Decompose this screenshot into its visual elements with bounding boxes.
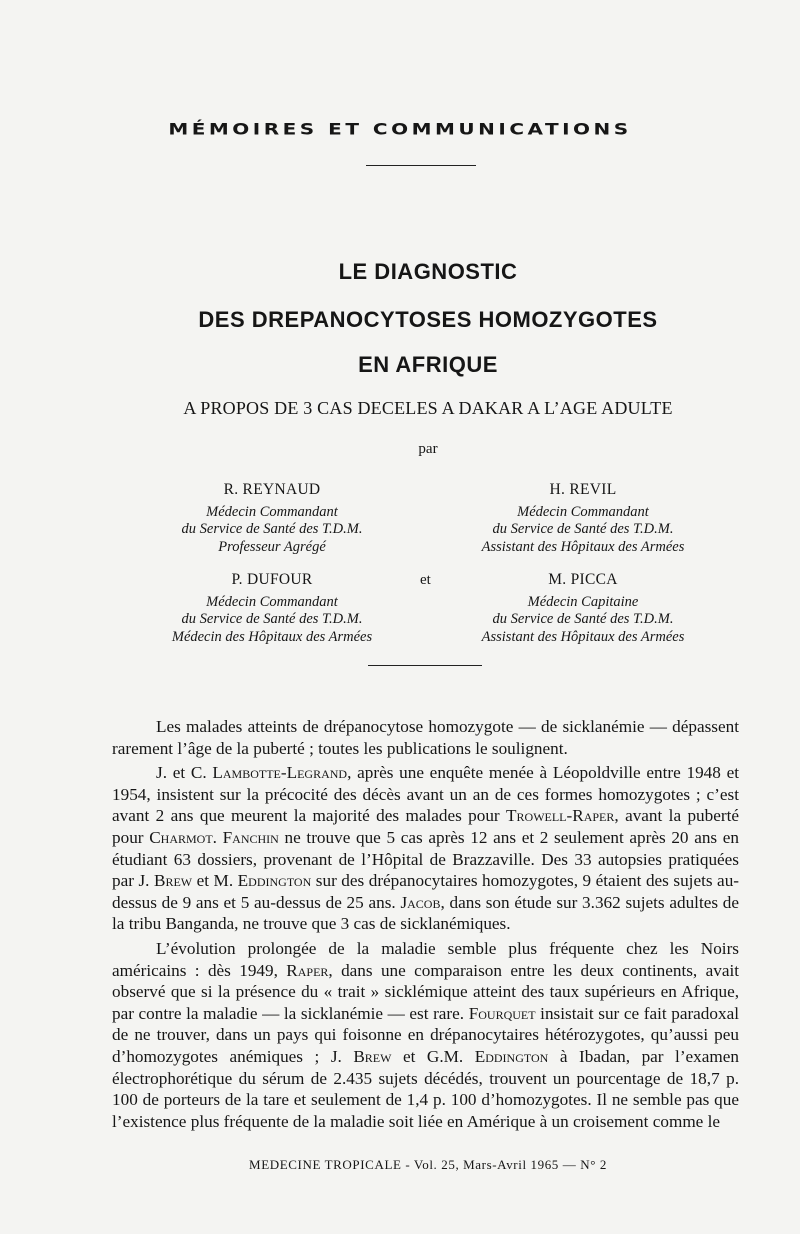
- author-citation: Brew: [353, 1046, 392, 1066]
- author-role: du Service de Santé des T.D.M.: [181, 611, 363, 627]
- author-role: Médecin Commandant: [517, 503, 649, 520]
- text-run: L’évolution prolongée de la maladie semble plus fréquente chez les Noirs américains : dès 1949,: [112, 938, 739, 980]
- author-role: Médecin Commandant: [206, 503, 338, 520]
- author-role: Assistant des Hôpitaux des Armées: [481, 538, 685, 555]
- text-run: sur des drépanocytaires homozygotes, 9 étaient des sujets au-dessus de 9 ans et 5 au-dessus de 25 ans.: [112, 871, 740, 912]
- author-citation: Jacob: [400, 892, 441, 912]
- et-label: et: [420, 572, 431, 588]
- author-name: M. PICCA: [548, 571, 618, 588]
- author-citation: Brew: [153, 871, 193, 891]
- title-line-3: EN AFRIQUE: [358, 352, 498, 377]
- header-divider: [366, 165, 476, 166]
- text-run: à Ibadan, par l’examen électrophorétique du sérum de 2.435 sujets décédés, trouvent un pourcentage de 18,7 p. 100 de porteurs de la tare et seulement de 1,4 p. 100 d’homozygotes. Il ne semble pas que l’existence plus fréquente de la maladie soit liée en Amérique à un croisement comme le: [112, 1046, 739, 1131]
- author-role: du Service de Santé des T.D.M.: [492, 611, 674, 627]
- text-run: et M.: [192, 871, 238, 891]
- text-run: J. et C.: [156, 763, 213, 783]
- subtitle: A PROPOS DE 3 CAS DECELES A DAKAR A L’AGE ADULTE: [183, 398, 673, 418]
- author-role: du Service de Santé des T.D.M.: [181, 521, 363, 537]
- title-line-1: LE DIAGNOSTIC: [338, 259, 518, 284]
- text-run: , dans une comparaison entre les deux continents, avait observé que si la présence du « trait » sicklémique atteint des taux supérieurs en Afrique, par contre la maladie — la sicklanémie — est rare.: [112, 960, 739, 1023]
- author-block: [433, 481, 733, 556]
- author-citation: Charmot: [149, 827, 213, 847]
- text-run: , dans son étude sur 3.362 sujets adultes de la tribu Banganda, ne trouve que 3 cas de sicklanémiques.: [112, 892, 739, 934]
- author-name: P. DUFOUR: [231, 571, 313, 588]
- text-run: insistait sur ce fait paradoxal de ne trouver, dans un pays qui foisonne en drépanocytaires hétérozygotes, qu’aussi peu d’homozygotes anémiques ; J.: [112, 1003, 739, 1066]
- section-header: MÉMOIRES ET COMMUNICATIONS: [168, 119, 632, 139]
- author-block: [122, 481, 422, 556]
- text-run: , avant la puberté pour: [112, 806, 739, 847]
- section-divider: [368, 665, 482, 666]
- author-name: H. REVIL: [549, 481, 617, 498]
- text-run: .: [212, 827, 223, 847]
- author-role: Médecin Commandant: [206, 593, 338, 610]
- text-run: et G.M.: [391, 1046, 475, 1066]
- author-role: Médecin Capitaine: [527, 593, 639, 610]
- author-name: R. REYNAUD: [223, 481, 321, 498]
- paragraph-2: [112, 762, 739, 935]
- author-citation: Raper: [286, 960, 329, 980]
- author-role: Assistant des Hôpitaux des Armées: [481, 628, 685, 645]
- text-run: ne trouve que 5 cas après 12 ans et 2 seulement après 20 ans en étudiant 63 dossiers, provenant de l’Hôpital de Brazzaville. Des 33 autopsies pratiquées par J.: [112, 827, 739, 891]
- author-block: [122, 571, 422, 646]
- author-citation: Fanchin: [222, 827, 279, 847]
- title-line-2: DES DREPANOCYTOSES HOMOZYGOTES: [198, 307, 658, 332]
- author-citation: Trowell-Raper: [506, 806, 615, 826]
- article-body: [112, 716, 739, 1135]
- author-block: [433, 571, 733, 646]
- author-citation: Eddington: [474, 1046, 549, 1066]
- author-citation: Lambotte-Legrand: [212, 763, 348, 783]
- paragraph-3: [112, 938, 739, 1132]
- text-run: , après une enquête menée à Léopoldville entre 1948 et 1954, insistent sur la précocité des décès avant un an de ces formes homozygotes ; c’est avant 2 ans que meurent la majorité des malades pour: [112, 763, 739, 826]
- author-citation: Eddington: [237, 871, 312, 891]
- author-role: Médecin des Hôpitaux des Armées: [171, 628, 373, 645]
- author-role: du Service de Santé des T.D.M.: [492, 521, 674, 537]
- author-citation: Fourquet: [468, 1003, 536, 1023]
- par-label: par: [418, 441, 438, 457]
- author-role: Professeur Agrégé: [218, 538, 326, 555]
- paragraph-1: Les malades atteints de drépanocytose homozygote — de sicklanémie — dépassent rarement l’âge de la puberté ; toutes les publications le soulignent.: [112, 717, 739, 758]
- journal-footer: MEDECINE TROPICALE - Vol. 25, Mars-Avril 1965 — N° 2: [249, 1157, 607, 1172]
